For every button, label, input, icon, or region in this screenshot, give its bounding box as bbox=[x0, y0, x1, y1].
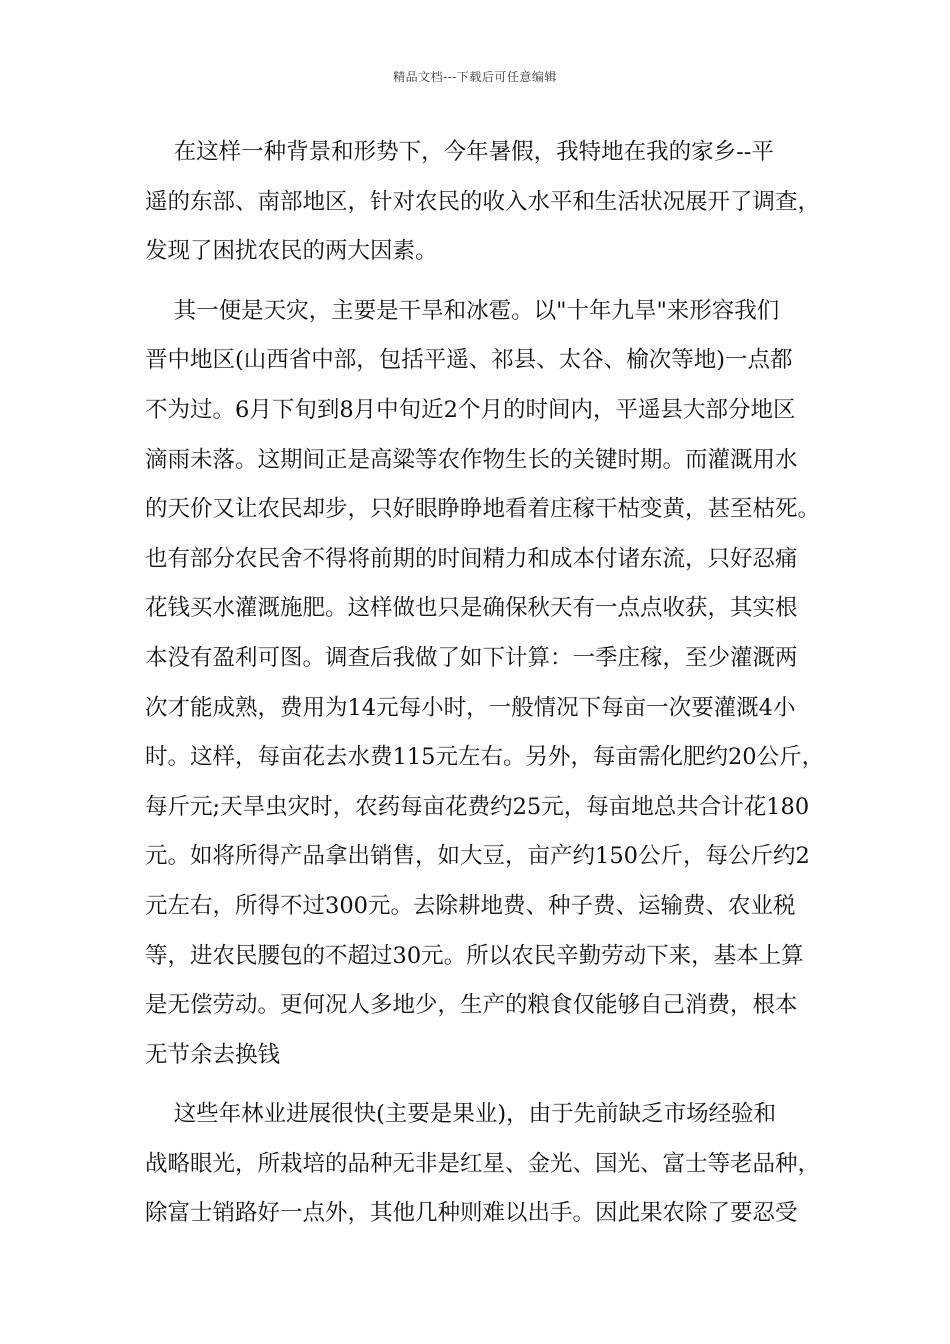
paragraph-gap bbox=[145, 277, 815, 287]
text-line: 的天价又让农民却步，只好眼睁睁地看着庄稼干枯变黄，甚至枯死。 bbox=[145, 496, 821, 523]
paragraph-2 bbox=[145, 287, 825, 1081]
text-line: 遥的东部、南部地区，针对农民的收入水平和生活状况展开了调查， bbox=[145, 188, 821, 215]
text-line: 花钱买水灌溉施肥。这样做也只是确保秋天有一点点收获，其实根 bbox=[145, 595, 798, 622]
document-body bbox=[145, 128, 825, 1239]
text-line: 次才能成熟，费用为14元每小时，一般情况下每亩一次要灌溉4小 bbox=[145, 694, 796, 721]
text-line: 发现了困扰农民的两大因素。 bbox=[145, 238, 438, 265]
text-line: 元。如将所得产品拿出销售，如大豆，亩产约150公斤，每公斤约2 bbox=[145, 843, 810, 870]
text-line: 晋中地区(山西省中部，包括平遥、祁县、太谷、榆次等地)一点都 bbox=[145, 347, 793, 374]
text-line: 除富士销路好一点外，其他几种则难以出手。因此果农除了要忍受 bbox=[145, 1200, 798, 1227]
text-line: 也有部分农民舍不得将前期的时间精力和成本付诸东流，只好忍痛 bbox=[145, 545, 798, 572]
text-line: 这些年林业进展很快(主要是果业)，由于先前缺乏市场经验和 bbox=[145, 1101, 777, 1128]
text-line: 战略眼光，所栽培的品种无非是红星、金光、国光、富士等老品种， bbox=[145, 1150, 821, 1177]
text-line: 是无偿劳动。更何况人多地少，生产的粮食仅能够自己消费，根本 bbox=[145, 992, 798, 1019]
text-line: 滴雨未落。这期间正是高粱等农作物生长的关键时期。而灌溉用水 bbox=[145, 446, 798, 473]
text-line: 其一便是天灾，主要是干旱和冰雹。以"十年九旱"来形容我们 bbox=[145, 297, 780, 324]
header-note: 精品文档---下载后可任意编辑 bbox=[393, 70, 557, 84]
text-line: 本没有盈利可图。调查后我做了如下计算：一季庄稼，至少灌溉两 bbox=[145, 644, 798, 671]
paragraph-1 bbox=[145, 128, 821, 277]
text-line: 等，进农民腰包的不超过30元。所以农民辛勤劳动下来，基本上算 bbox=[145, 942, 804, 969]
text-line: 无节余去换钱 bbox=[145, 1041, 281, 1068]
text-line: 每斤元;天旱虫灾时，农药每亩花费约25元，每亩地总共合计花180 bbox=[145, 793, 810, 820]
text-line: 在这样一种背景和形势下，今年暑假，我特地在我的家乡--平 bbox=[145, 139, 774, 165]
text-line: 不为过。6月下旬到8月中旬近2个月的时间内，平遥县大部分地区 bbox=[145, 396, 796, 423]
text-line: 元左右，所得不过300元。去除耕地费、种子费、运输费、农业税 bbox=[145, 892, 796, 919]
paragraph-3 bbox=[145, 1090, 821, 1239]
text-line: 时。这样，每亩花去水费115元左右。另外，每亩需化肥约20公斤， bbox=[145, 744, 825, 771]
paragraph-gap bbox=[145, 1080, 815, 1090]
